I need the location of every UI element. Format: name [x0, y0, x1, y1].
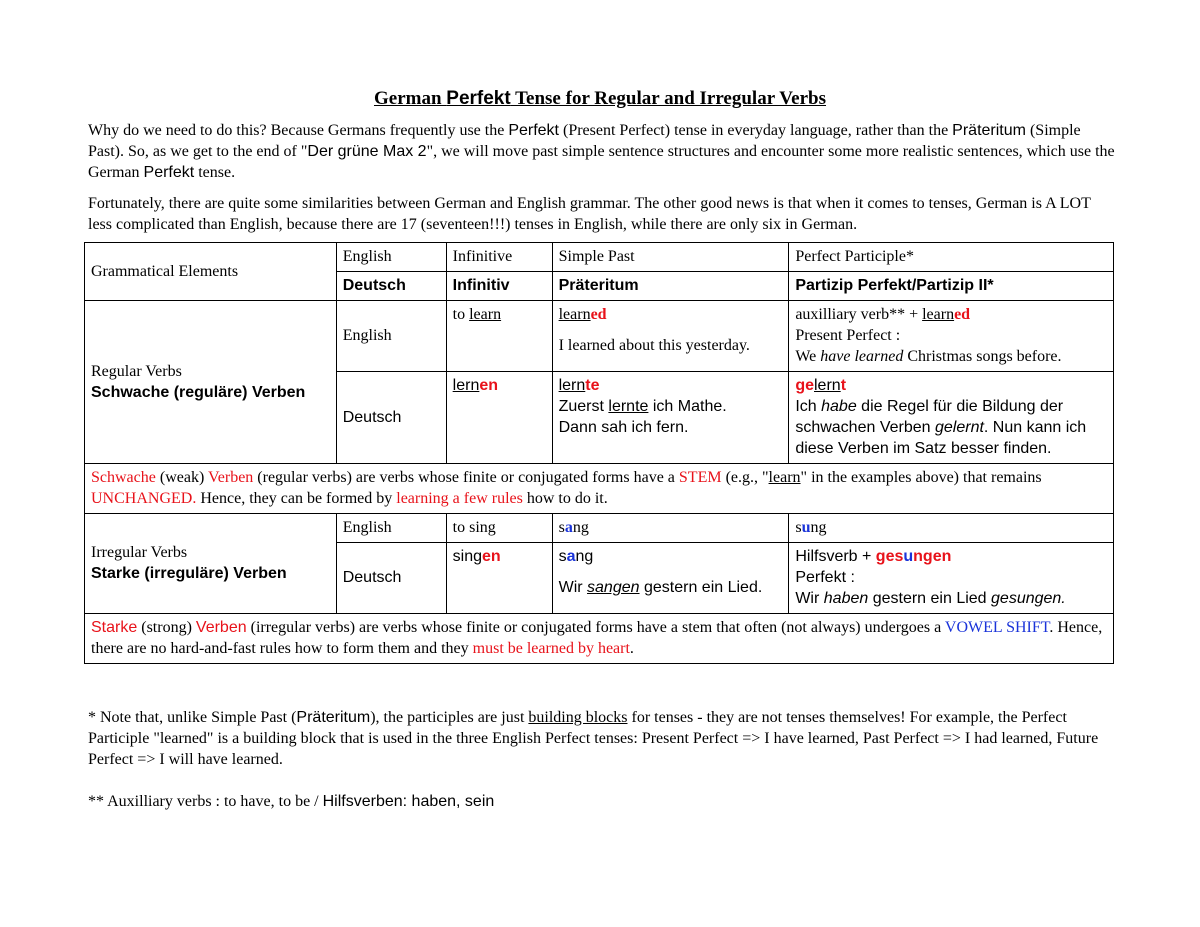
regular-verbs-label: Regular Verbs Schwache (reguläre) Verben [85, 301, 337, 464]
regular-deutsch-partizip: gelernt Ich habe die Regel für die Bildung der schwachen Verben gelernt. Nun kann ich diese Verben im Satz besser finden. [789, 372, 1114, 464]
regular-english-simple-past: learned I learned about this yesterday. [552, 301, 789, 372]
header-perfect-participle: Perfect Participle* [789, 243, 1114, 272]
irregular-english-infinitive: to sing [446, 514, 552, 543]
intro-paragraph-2: Fortunately, there are quite some similarities between German and English grammar. The other good news is that when it comes to tenses, German is A LOT less complicated than English, because there are 17 (seventeen!!!) tenses in English, while there are only six in German. [88, 195, 1091, 233]
irregular-verbs-note: Starke (strong) Verben (irregular verbs) are verbs whose finite or conjugated forms have a stem that often (not always) undergoes a VOWEL SHIFT. Hence, there are no hard-and-fast rules how to form them and they must be learned by heart. [85, 614, 1114, 664]
regular-verbs-note: Schwache (weak) Verben (regular verbs) are verbs whose finite or conjugated forms have a STEM (e.g., "learn" in the examples above) that remains UNCHANGED. Hence, they can be formed by learning a few rules how to do it. [85, 464, 1114, 514]
irregular-english-lang: English [336, 514, 446, 543]
regular-deutsch-lang: Deutsch [336, 372, 446, 464]
irregular-deutsch-praeteritum: sang Wir sangen gestern ein Lied. [552, 543, 789, 614]
title-perfekt: Perfekt [446, 88, 511, 109]
regular-english-participle: auxilliary verb** + learned Present Perfect : We have learned Christmas songs before. [789, 301, 1114, 372]
footnote-participles: * Note that, unlike Simple Past (Präteritum), the participles are just building blocks for tenses - they are not tenses themselves! For example, the Perfect Participle "learned" is a building block that is used in the three English Perfect tenses: Present Perfect => I have learned, Past Perfect => I had learned, Future Perfect => I will have learned. [88, 709, 1099, 768]
regular-note-row [85, 464, 1114, 514]
irregular-english-participle: sung [789, 514, 1114, 543]
irregular-english-row [85, 514, 1114, 543]
irregular-note-row [85, 614, 1114, 664]
header-praeteritum: Präteritum [552, 272, 789, 301]
regular-english-lang: English [336, 301, 446, 372]
header-row-english [85, 243, 1114, 272]
regular-english-infinitive: to learn [446, 301, 552, 372]
irregular-deutsch-infinitiv: singen [446, 543, 552, 614]
irregular-deutsch-partizip: Hilfsverb + gesungen Perfekt : Wir haben gestern ein Lied gesungen. [789, 543, 1114, 614]
header-partizip: Partizip Perfekt/Partizip II* [789, 272, 1114, 301]
header-english: English [336, 243, 446, 272]
irregular-english-simple-past: sang [552, 514, 789, 543]
footnote-auxiliary: ** Auxilliary verbs : to have, to be / Hilfsverben: haben, sein [88, 793, 495, 810]
header-infinitiv: Infinitiv [446, 272, 552, 301]
regular-deutsch-infinitiv: lernen [446, 372, 552, 464]
header-simple-past: Simple Past [552, 243, 789, 272]
intro-paragraph-1: Why do we need to do this? Because Germans frequently use the Perfekt (Present Perfect) tense in everyday language, rather than the Präteritum (Simple Past). So, as we get to the end of "Der grüne Max 2", we will move past simple sentence structures and encounter some more realistic sentences, which use the German Perfekt tense. [88, 122, 1115, 181]
grammatical-elements-cell: Grammatical Elements [85, 243, 337, 301]
header-infinitive: Infinitive [446, 243, 552, 272]
irregular-deutsch-lang: Deutsch [336, 543, 446, 614]
footnotes [88, 707, 1118, 812]
irregular-verbs-label: Irregular Verbs Starke (irreguläre) Verben [85, 514, 337, 614]
regular-deutsch-praeteritum: lernte Zuerst lernte ich Mathe. Dann sah ich fern. [552, 372, 789, 464]
header-deutsch: Deutsch [336, 272, 446, 301]
regular-english-row [85, 301, 1114, 372]
page-title: German Perfekt Tense for Regular and Irregular Verbs [373, 88, 827, 109]
verb-table [84, 242, 1114, 664]
